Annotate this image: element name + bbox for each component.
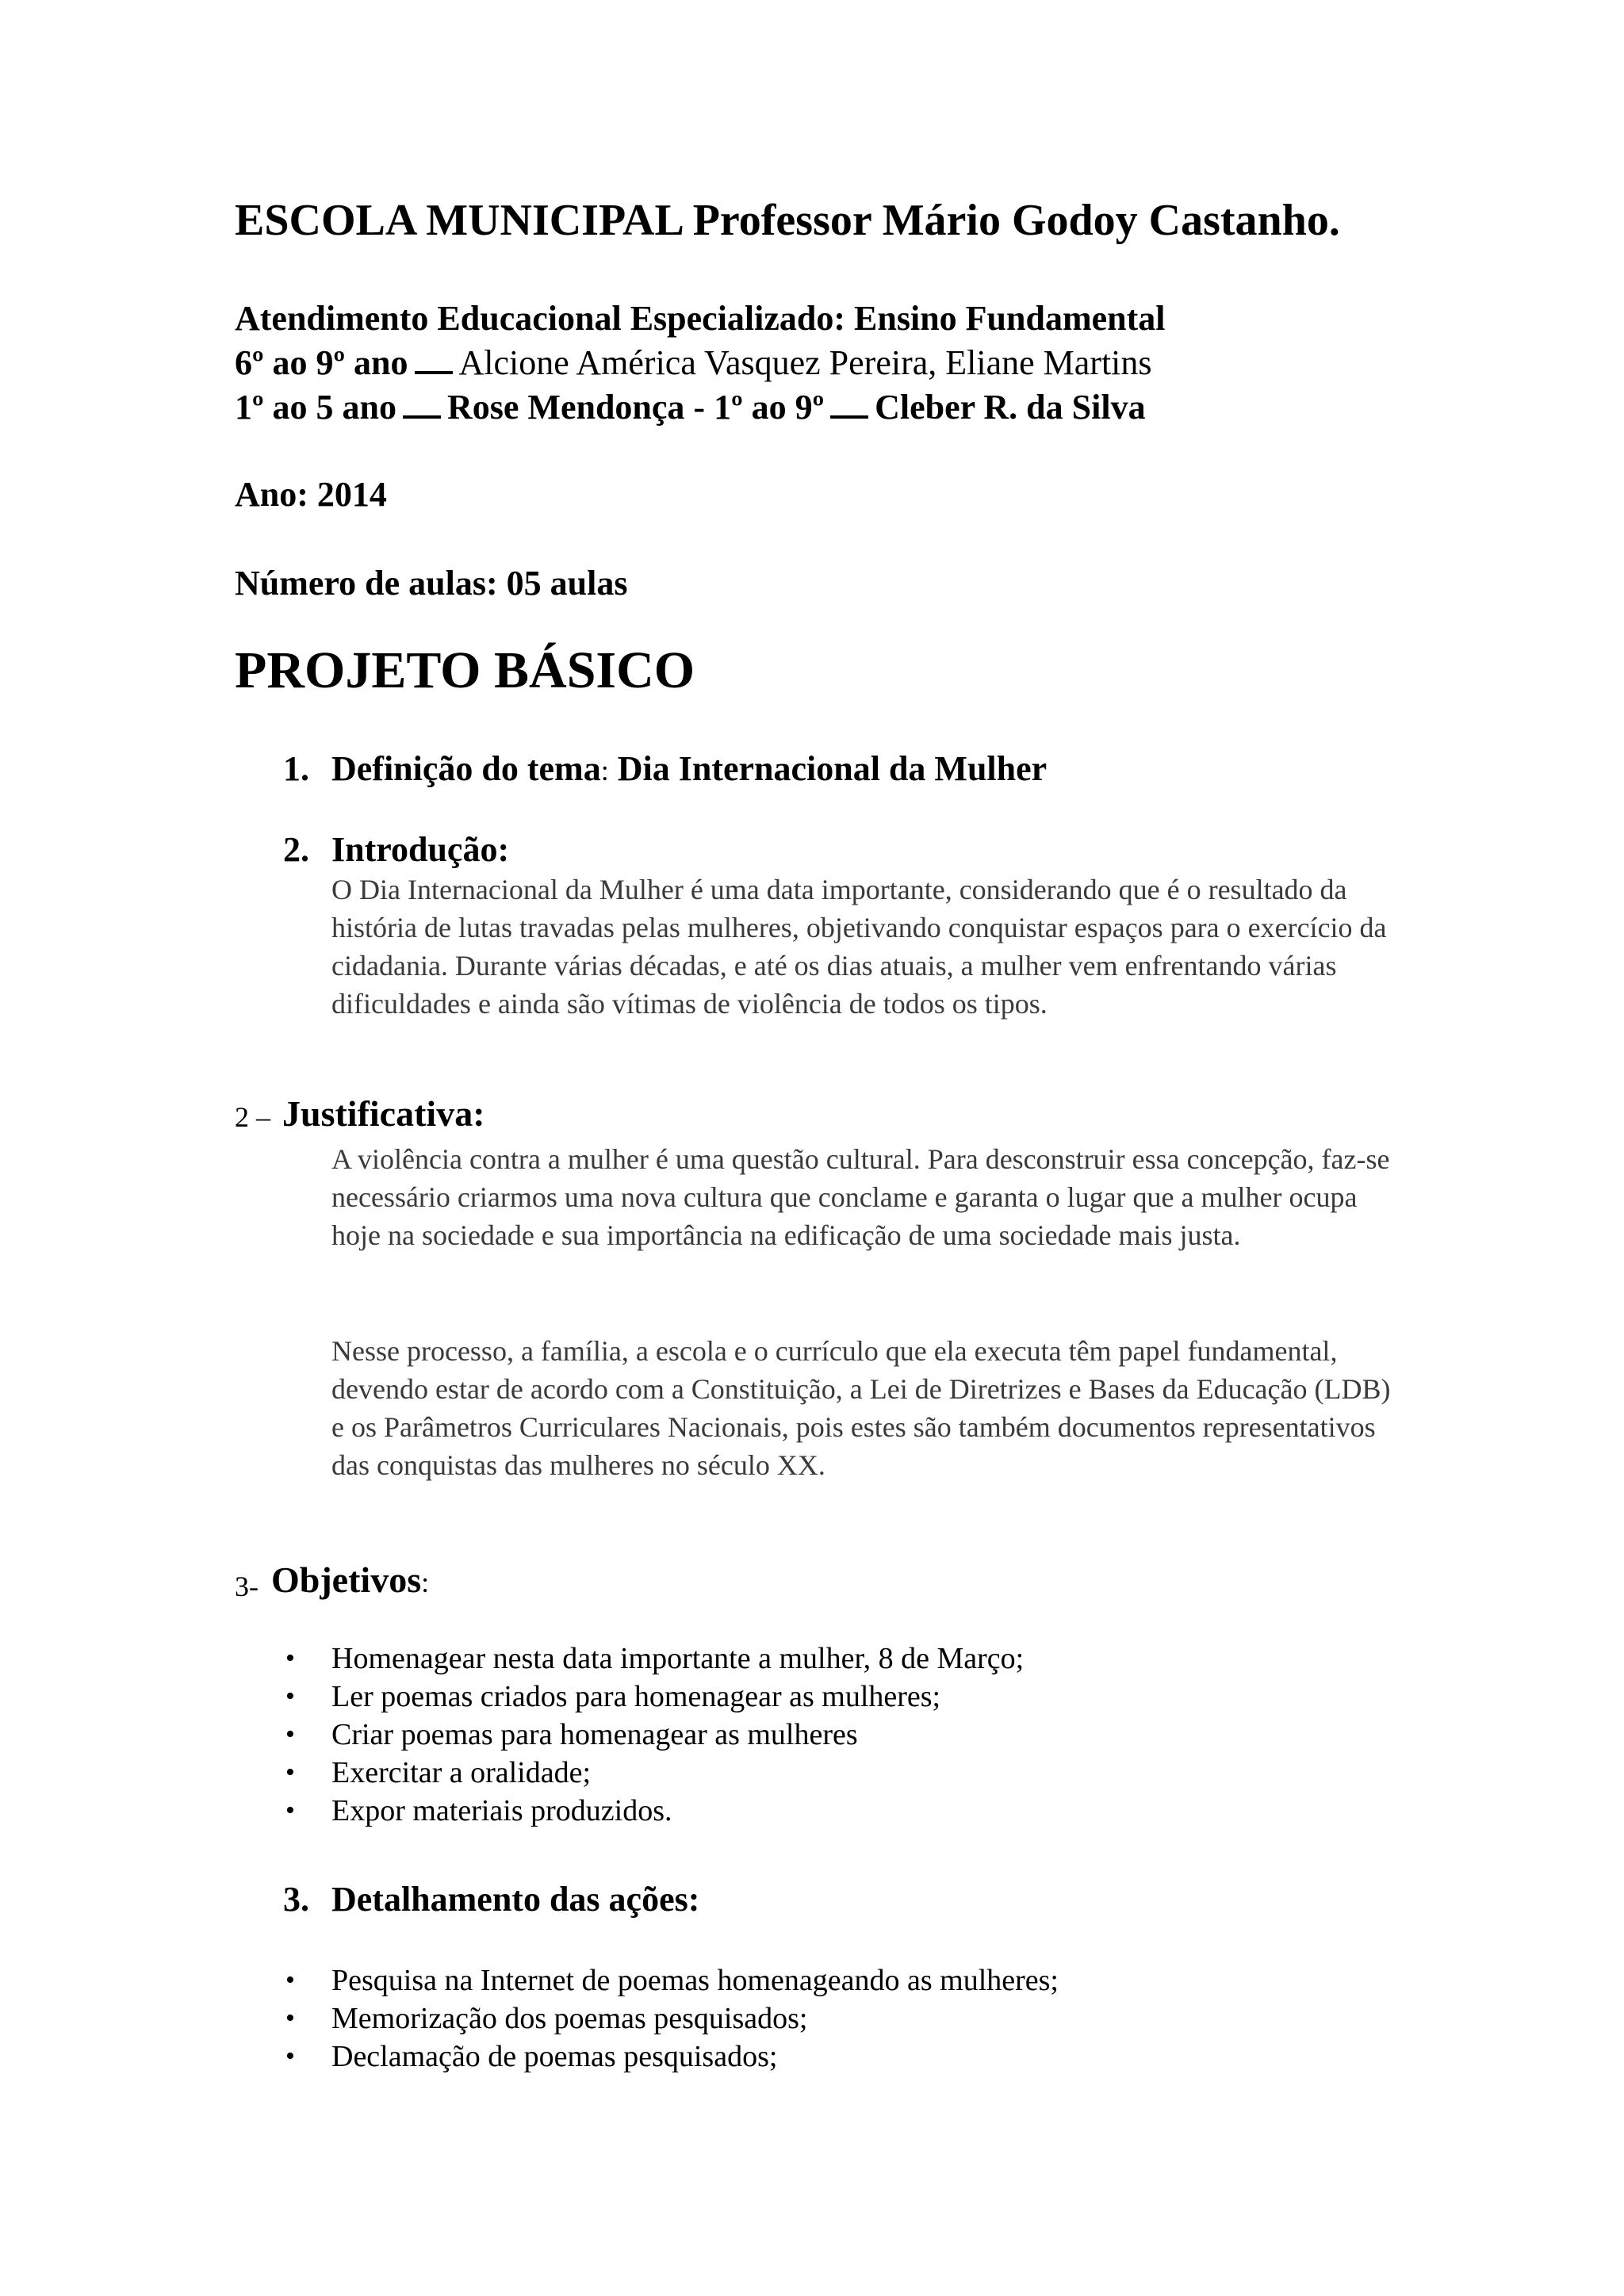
bullet-icon: • [285,1720,295,1749]
objective-text: Expor materiais produzidos. [331,1794,672,1827]
blank-line-1 [415,344,453,374]
objective-text: Ler poemas criados para homenagear as mulheres; [331,1680,941,1713]
school-title: ESCOLA MUNICIPAL Professor Mário Godoy Castanho. [235,196,1340,245]
theme-separator: : [600,755,609,786]
objectives-heading [271,1559,429,1601]
action-text: Declamação de poemas pesquisados; [331,2040,778,2073]
year-line: Ano: 2014 [235,475,387,514]
justification-paragraph-2: Nesse processo, a família, a escola e o currículo que ela executa têm papel fundamental, devendo estar de acordo com a Constituição, a Lei de Diretrizes e Bases da Educação (LDB) e os Parâmetros Curriculares Nacionais, pois estes são também documentos representativos das conquistas das mulheres no século XX. [331,1335,1391,1481]
objective-text: Homenagear nesta data importante a mulher, 8 de Março; [331,1642,1025,1675]
project-title: PROJETO BÁSICO [235,641,695,699]
section-1-number: 1. [283,749,309,788]
bullet-icon: • [285,1758,295,1787]
grade-range-2: 1º ao 5 ano [235,388,396,427]
lessons-line: Número de aulas: 05 aulas [235,564,628,603]
actions-heading: Detalhamento das ações: [331,1880,700,1919]
bullet-icon: • [285,1644,295,1673]
justification-paragraph-1: A violência contra a mulher é uma questão cultural. Para desconstruir essa concepção, faz-se necessário criarmos uma nova cultura que conclame e garanta o lugar que a mulher ocupa hoje na sociedade e sua importância na edificação de uma sociedade mais justa. [331,1143,1390,1251]
team-line-2 [235,387,1146,427]
blank-line-2 [403,388,441,419]
bullet-icon: • [285,1796,295,1825]
list-item [285,1678,1024,1716]
teacher-names-2: Rose Mendonça - 1º ao 9º [447,388,825,427]
list-item [285,1754,1024,1792]
list-item [285,1640,1025,1678]
introduction-paragraph: O Dia Internacional da Mulher é uma data importante, considerando que é o resultado da história de lutas travadas pelas mulheres, objetivando conquistar espaços para o exercício da cidadania. Durante várias décadas, e até os dias atuais, a mulher vem enfrentando várias dificuldades e ainda são vítimas de violência de todos os tipos. [331,874,1387,1020]
justification-number: 2 – [235,1101,270,1133]
teacher-names-3: Cleber R. da Silva [875,388,1146,427]
theme-value: Dia Internacional da Mulher [617,749,1048,788]
objectives-list [285,1640,1025,1830]
list-item [285,1961,1059,1999]
objectives-separator: : [421,1567,430,1598]
team-line-1 [235,342,1152,383]
justification-text-2 [331,1332,1410,1484]
bullet-icon: • [285,1682,295,1711]
list-item [285,1792,1024,1830]
bullet-icon: • [285,2003,295,2033]
service-line: Atendimento Educacional Especializado: Ensino Fundamental [235,299,1166,338]
bullet-icon: • [285,2042,295,2071]
grade-range-1: 6º ao 9º ano [235,343,408,382]
theme-label: Definição do tema [331,749,601,788]
blank-line-3 [830,388,868,419]
section-3-number: 3. [283,1880,309,1919]
objective-text: Criar poemas para homenagear as mulheres [331,1718,858,1751]
section-2-number: 2. [283,830,309,869]
action-text: Pesquisa na Internet de poemas homenageando as mulheres; [331,1964,1059,1997]
actions-list [285,1961,1059,2076]
objectives-number: 3- [235,1571,259,1602]
introduction-text [331,871,1410,1023]
justification-text-1 [331,1140,1410,1254]
objectives-label: Objetivos [271,1559,422,1600]
introduction-heading: Introdução: [331,830,510,869]
list-item [285,1716,1024,1754]
section-1-heading [331,748,1047,789]
action-text: Memorização dos poemas pesquisados; [331,2002,808,2035]
justification-heading: Justificativa: [282,1093,485,1134]
bullet-icon: • [285,1965,295,1995]
teacher-names-1: Alcione América Vasquez Pereira, Eliane Martins [458,343,1152,382]
list-item [285,1999,1059,2038]
list-item [285,2038,1059,2076]
objective-text: Exercitar a oralidade; [331,1756,592,1789]
